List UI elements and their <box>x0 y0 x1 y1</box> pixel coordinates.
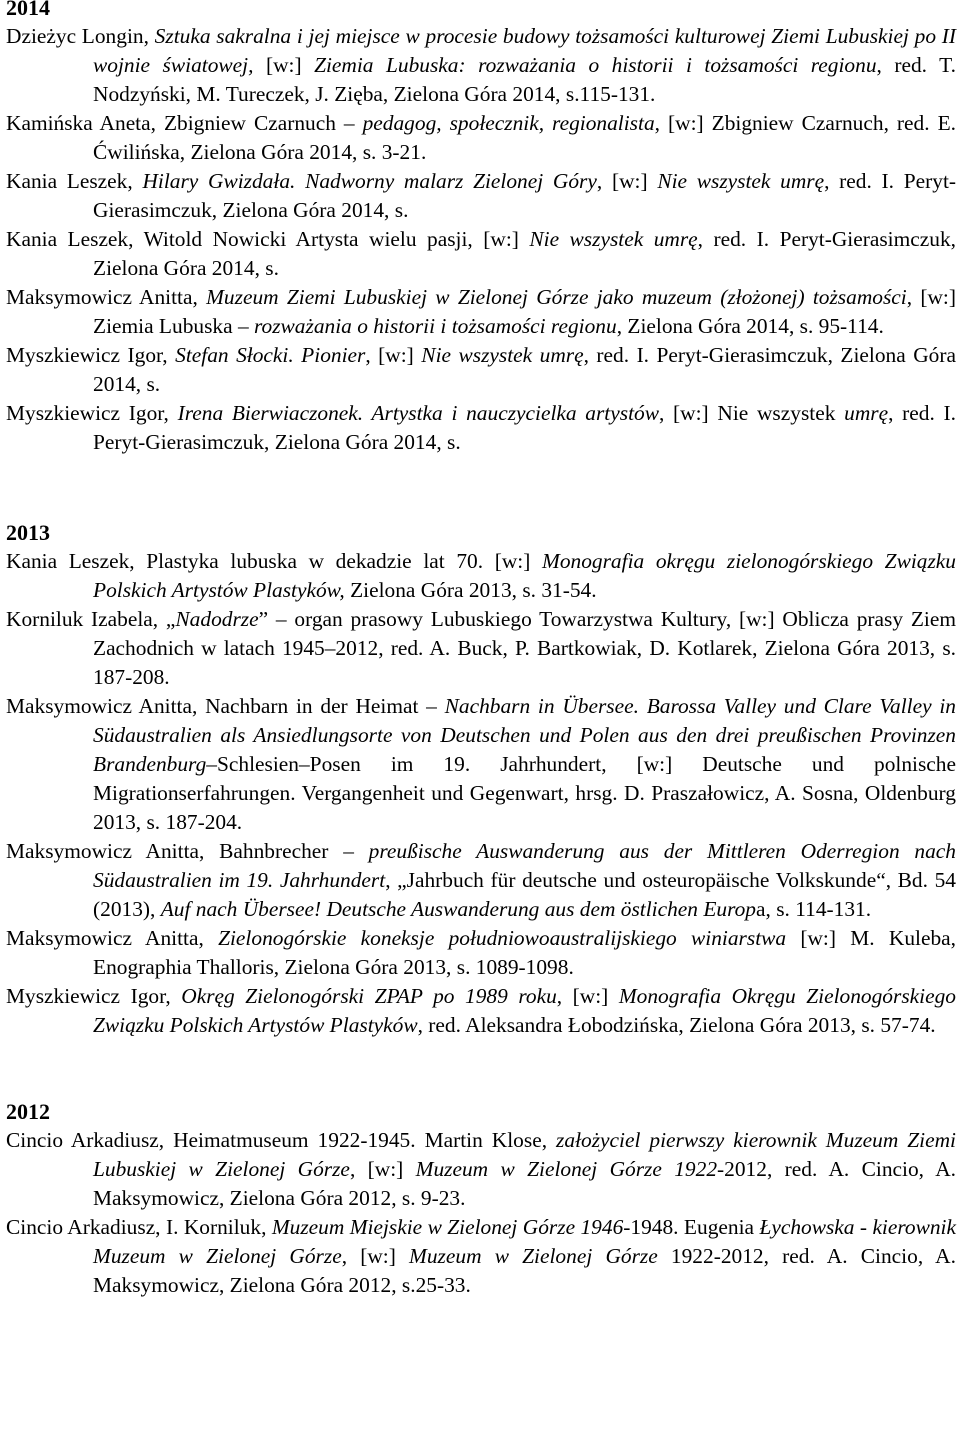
year-section-2014 <box>6 0 956 457</box>
year-section-2012 <box>6 1097 956 1300</box>
bibliography-entry: Cincio Arkadiusz, I. Korniluk, Muzeum Miejskie w Zielonej Górze 1946-1948. Eugenia Łychowska - kierownik Muzeum w Zielonej Górze, [w:] Muzeum w Zielonej Górze 1922-2012, red. A. Cincio, A. Maksymowicz, Zielona Góra 2012, s.25-33. <box>6 1215 956 1297</box>
bibliography-entry: Korniluk Izabela, „Nadodrze” – organ prasowy Lubuskiego Towarzystwa Kultury, [w:] Oblicza prasy Ziem Zachodnich w latach 1945–2012, red. A. Buck, P. Bartkowiak, D. Kotlarek, Zielona Góra 2013, s. 187-208. <box>6 607 956 689</box>
bibliography-entry: Myszkiewicz Igor, Irena Bierwiaczonek. Artystka i nauczycielka artystów, [w:] Nie wszystek umrę, red. I. Peryt-Gierasimczuk, Zielona Góra 2014, s. <box>6 401 956 454</box>
bibliography-entry: Dzieżyc Longin, Sztuka sakralna i jej miejsce w procesie budowy tożsamości kulturowej Ziemi Lubuskiej po II wojnie światowej, [w:] Ziemia Lubuska: rozważania o historii i tożsamości regionu, red. T. Nodzyński, M. Tureczek, J. Zięba, Zielona Góra 2014, s.115-131. <box>6 24 956 106</box>
bibliography-entry: Myszkiewicz Igor, Stefan Słocki. Pionier, [w:] Nie wszystek umrę, red. I. Peryt-Gierasimczuk, Zielona Góra 2014, s. <box>6 343 956 396</box>
year-heading: 2014 <box>6 0 50 20</box>
bibliography-entry: Maksymowicz Anitta, Muzeum Ziemi Lubuskiej w Zielonej Górze jako muzeum (złożonej) tożsamości, [w:] Ziemia Lubuska – rozważania o historii i tożsamości regionu, Zielona Góra 2014, s. 95-114. <box>6 285 956 338</box>
bibliography-entry: Maksymowicz Anitta, Zielonogórskie koneksje południowoaustralijskiego winiarstwa [w:] M. Kuleba, Enographia Thalloris, Zielona Góra 2013, s. 1089-1098. <box>6 926 956 979</box>
bibliography-entry: Maksymowicz Anitta, Bahnbrecher – preußische Auswanderung aus der Mittleren Oderregion nach Südaustralien im 19. Jahrhundert, „Jahrbuch für deutsche und osteuropäische Volkskunde“, Bd. 54 (2013), Auf nach Übersee! Deutsche Auswanderung aus dem östlichen Europa, s. 114-131. <box>6 839 957 921</box>
bibliography-entry: Kamińska Aneta, Zbigniew Czarnuch – pedagog, społecznik, regionalista, [w:] Zbigniew Czarnuch, red. E. Ćwilińska, Zielona Góra 2014, s. 3-21. <box>6 111 956 164</box>
entry-list <box>6 1126 956 1300</box>
bibliography-entry: Kania Leszek, Hilary Gwizdała. Nadworny malarz Zielonej Góry, [w:] Nie wszystek umrę, red. I. Peryt-Gierasimczuk, Zielona Góra 2014, s. <box>6 169 957 222</box>
bibliography-entry: Kania Leszek, Witold Nowicki Artysta wielu pasji, [w:] Nie wszystek umrę, red. I. Peryt-Gierasimczuk, Zielona Góra 2014, s. <box>6 227 956 280</box>
bibliography-entry: Cincio Arkadiusz, Heimatmuseum 1922-1945. Martin Klose, założyciel pierwszy kierownik Muzeum Ziemi Lubuskiej w Zielonej Górze, [w:] Muzeum w Zielonej Górze 1922-2012, red. A. Cincio, A. Maksymowicz, Zielona Góra 2012, s. 9-23. <box>6 1128 957 1210</box>
bibliography-entry: Myszkiewicz Igor, Okręg Zielonogórski ZPAP po 1989 roku, [w:] Monografia Okręgu Zielonogórskiego Związku Polskich Artystów Plastyków, red. Aleksandra Łobodzińska, Zielona Góra 2013, s. 57-74. <box>6 984 956 1037</box>
bibliography-entry: Maksymowicz Anitta, Nachbarn in der Heimat – Nachbarn in Übersee. Barossa Valley und Clare Valley in Südaustralien als Ansiedlungsorte von Deutschen und Polen aus den drei preußischen Provinzen Brandenburg–Schlesien–Posen im 19. Jahrhundert, [w:] Deutsche und polnische Migrationserfahrungen. Vergangenheit und Gegenwart, hrsg. D. Praszałowicz, A. Sosna, Oldenburg 2013, s. 187-204. <box>6 694 956 834</box>
year-section-2013 <box>6 518 956 1040</box>
entry-list <box>6 547 956 1040</box>
bibliography-entry: Kania Leszek, Plastyka lubuska w dekadzie lat 70. [w:] Monografia okręgu zielonogórskiego Związku Polskich Artystów Plastyków, Zielona Góra 2013, s. 31-54. <box>6 549 956 602</box>
year-heading: 2012 <box>6 1099 50 1124</box>
year-heading: 2013 <box>6 520 50 545</box>
entry-list <box>6 22 956 457</box>
